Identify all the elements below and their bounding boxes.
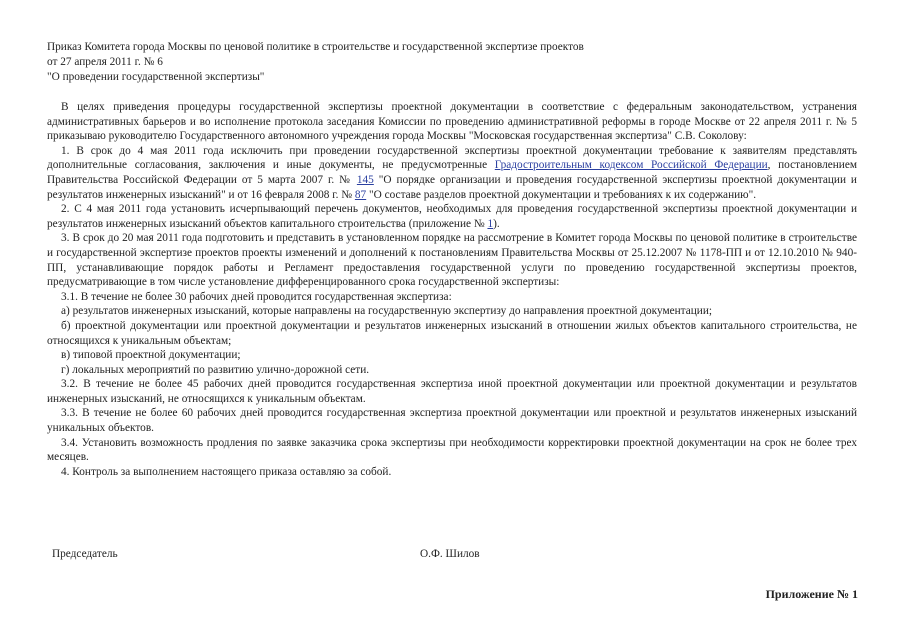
paragraph-3-4: 3.4. Установить возможность продления по заявке заказчика срока экспертизы при необходимости корректировки проектной документации на срок не более трех месяцев.	[47, 436, 857, 464]
signature-title: Председатель	[52, 548, 118, 560]
paragraph-3-3: 3.3. В течение не более 60 рабочих дней проводится государственная экспертиза проектной документации или проектной и результатов инженерных изысканий уникальных объектов.	[47, 407, 857, 435]
paragraph-3-1-g: г) локальных мероприятий по развитию улично-дорожной сети.	[61, 363, 370, 376]
paragraph-3-1-v: в) типовой проектной документации;	[61, 349, 241, 362]
appendix-label: Приложение № 1	[765, 587, 858, 601]
paragraph-1-text-c: "О порядке организации и проведения государственной экспертизы проектной документации и результатов инженерных изысканий" и от 16 февраля 2008 г. №	[47, 173, 857, 201]
header-title: Приказ Комитета города Москвы по ценовой политике в строительстве и государственной экспертизе проектов	[47, 41, 584, 53]
header-subject: "О проведении государственной экспертизы"	[47, 71, 265, 83]
paragraph-3-1: 3.1. В течение не более 30 рабочих дней проводится государственная экспертиза:	[61, 290, 452, 303]
paragraph-4: 4. Контроль за выполнением настоящего приказа оставляю за собой.	[61, 465, 392, 478]
paragraph-1-text-b: , постановлением Правительства Российской Федерации от 5 марта 2007 г. №	[47, 159, 858, 186]
paragraph-2	[47, 202, 857, 231]
paragraph-3: 3. В срок до 20 мая 2011 года подготовить и представить в установленном порядке на рассмотрение в Комитет города Москвы по ценовой политике в строительстве и государственной экспертизе проектов проекты изменений и дополнений к постановлениям Правительства Москвы от 25.12.2007 № 1178-ПП и от 12.10.2010 № 940-ПП, устанавливающие порядок работы и Регламент предоставления государственной услуги по проведению государственной экспертизы проектов, предусматривающие в том числе установление дифференцированного срока государственной экспертизы:	[47, 232, 857, 289]
paragraph-2-text-b: ).	[493, 217, 500, 230]
link-decree-87[interactable]: 87	[354, 188, 367, 201]
signature-name: О.Ф. Шилов	[420, 548, 480, 560]
link-decree-145[interactable]: 145	[356, 173, 374, 186]
intro-paragraph: В целях приведения процедуры государственной экспертизы проектной документации в соответствие с федеральным законодательством, устранения административных барьеров и во исполнение протокола заседания Комиссии по проведению административной реформы в городе Москве от 22 апреля 2011 г. № 5 приказываю руководителю Государственного автономного учреждения города Москвы "Московская государственная экспертиза" С.В. Соколову:	[47, 101, 857, 143]
paragraph-3-2: 3.2. В течение не более 45 рабочих дней проводится государственная экспертиза иной проектной документации или проектной документации и результатов инженерных изысканий, не относящихся к уникальным объектам.	[47, 378, 857, 405]
paragraph-3-1-a: а) результатов инженерных изысканий, которые направлены на государственную экспертизу до направления проектной документации;	[61, 305, 713, 318]
document-body	[47, 100, 857, 479]
document-header	[47, 40, 867, 85]
link-grad-code[interactable]: Градостроительным кодексом Российской Федерации	[494, 159, 768, 172]
paragraph-1-text-a: 1. В срок до 4 мая 2011 года исключить при проведении государственной экспертизы проектной документации требование к заявителям представлять дополнительные согласования, заключения и иные документы, не предусмотренные	[47, 144, 857, 172]
paragraph-3-1-b: б) проектной документации или проектной документации и результатов инженерных изысканий в отношении жилых объектов капитального строительства, не относящихся к уникальным объектам;	[47, 319, 857, 347]
paragraph-1-text-d: "О составе разделов проектной документации и требованиях к их содержанию".	[366, 188, 757, 201]
paragraph-1	[47, 144, 857, 202]
paragraph-2-text-a: 2. С 4 мая 2011 года установить исчерпывающий перечень документов, необходимых для проведения государственной экспертизы проектной документации и результатов инженерных изысканий объектов капитального строительства (приложение №	[47, 203, 857, 230]
link-appendix-1[interactable]: 1	[487, 217, 494, 230]
header-date: от 27 апреля 2011 г. № 6	[47, 56, 163, 68]
